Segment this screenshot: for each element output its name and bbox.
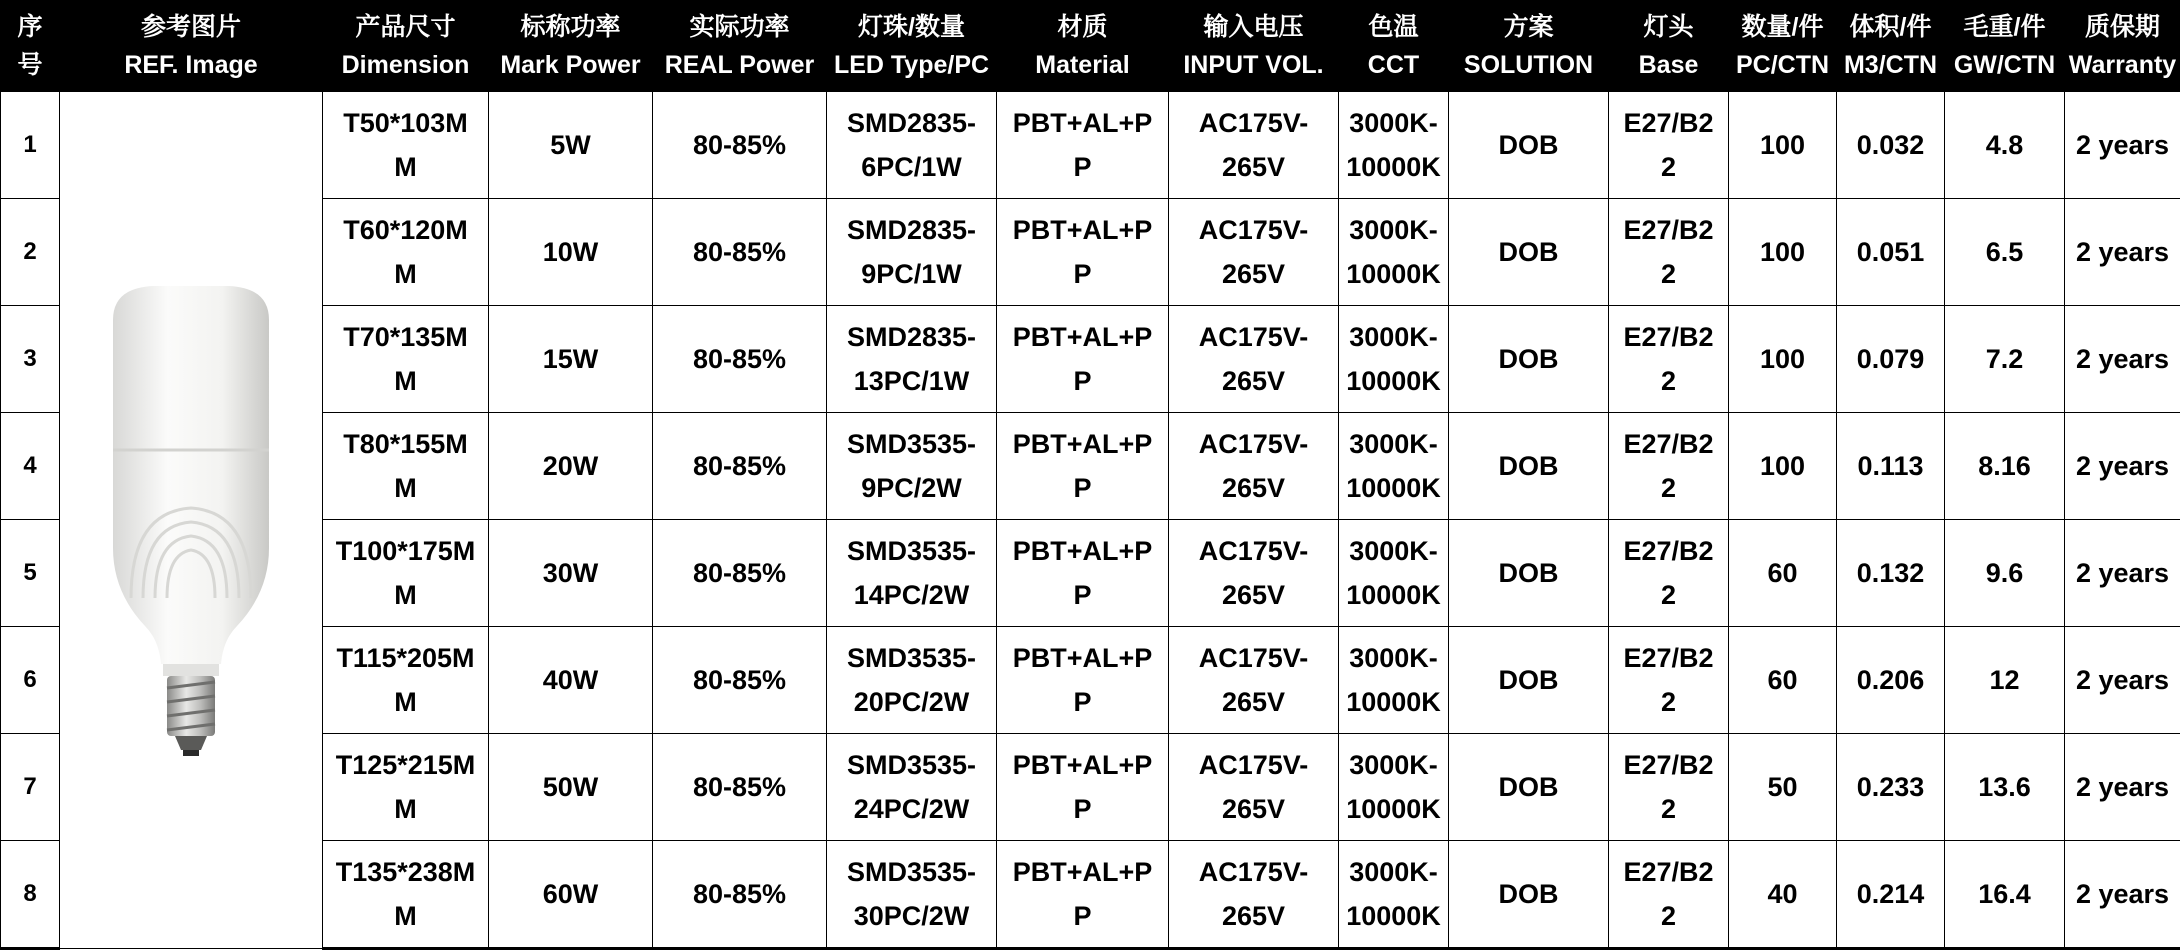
header-image	[60, 1, 323, 92]
cell-material-line-2: P	[1073, 366, 1092, 396]
table-row	[1, 92, 2180, 199]
cell-led-type-line-2: 13PC/1W	[853, 366, 970, 396]
cell-base-line-2: 2	[1660, 152, 1677, 182]
table-row	[1, 413, 2180, 520]
cell-material-line-2: P	[1073, 901, 1092, 931]
table-row	[1, 199, 2180, 306]
cell-material	[997, 734, 1169, 841]
cell-material	[997, 841, 1169, 949]
cell-dimension-line-2: M	[394, 901, 417, 931]
header-input-vol	[1169, 1, 1339, 92]
header-en: M3/CTN	[1843, 51, 1938, 79]
cell-input-vol-line-2: 265V	[1221, 152, 1286, 182]
cell-led-type-line-1: SMD3535-	[846, 750, 977, 780]
header-zh: 灯珠/数量	[858, 13, 965, 41]
cell-warranty: 2 years	[2065, 413, 2180, 520]
cell-cct-line-2: 10000K	[1346, 687, 1441, 717]
cell-led-type-line-1: SMD2835-	[846, 215, 977, 245]
header-zh: 质保期	[2084, 13, 2160, 41]
cell-gw-ctn: 13.6	[1945, 734, 2065, 841]
cell-dimension	[323, 734, 489, 841]
header-pc-ctn	[1729, 1, 1837, 92]
cell-cct-line-1: 3000K-	[1349, 643, 1438, 673]
header-zh: 产品尺寸	[355, 13, 456, 41]
cell-base-line-1: E27/B2	[1623, 536, 1714, 566]
cell-gw-ctn: 6.5	[1945, 199, 2065, 306]
cell-cct-line-1: 3000K-	[1349, 429, 1438, 459]
cell-warranty: 2 years	[2065, 627, 2180, 734]
cell-cct	[1339, 413, 1449, 520]
cell-dimension-line-1: T60*120M	[343, 215, 468, 245]
cell-solution: DOB	[1449, 627, 1609, 734]
cell-dimension-line-1: T115*205M	[336, 643, 475, 673]
cell-input-vol	[1169, 520, 1339, 627]
cell-dimension-line-2: M	[394, 259, 417, 289]
cell-led-type-line-1: SMD2835-	[846, 108, 977, 138]
cell-input-vol-line-2: 265V	[1221, 794, 1286, 824]
header-led-type	[827, 1, 997, 92]
cell-dimension-line-2: M	[394, 580, 417, 610]
cell-mark-power: 40W	[489, 627, 653, 734]
cell-dimension-line-1: T70*135M	[343, 322, 468, 352]
cell-base	[1609, 92, 1729, 199]
cell-input-vol-line-1: AC175V-	[1198, 322, 1309, 352]
cell-material-line-1: PBT+AL+P	[1012, 108, 1153, 138]
header-en: REF. Image	[124, 51, 258, 79]
cell-input-vol	[1169, 734, 1339, 841]
cell-base-line-1: E27/B2	[1623, 429, 1714, 459]
cell-pc-ctn: 100	[1729, 413, 1837, 520]
cell-led-type-line-2: 9PC/1W	[861, 259, 962, 289]
cell-base	[1609, 520, 1729, 627]
cell-input-vol	[1169, 627, 1339, 734]
cell-led-type-line-2: 20PC/2W	[853, 687, 970, 717]
cell-cct	[1339, 92, 1449, 199]
cell-gw-ctn: 4.8	[1945, 92, 2065, 199]
cell-dimension-line-2: M	[394, 687, 417, 717]
header-seq	[1, 1, 60, 92]
cell-input-vol-line-1: AC175V-	[1198, 536, 1309, 566]
cell-dimension	[323, 306, 489, 413]
cell-dimension	[323, 627, 489, 734]
cell-base-line-1: E27/B2	[1623, 215, 1714, 245]
cell-dimension-line-1: T125*215M	[335, 750, 476, 780]
cell-cct	[1339, 734, 1449, 841]
cell-solution: DOB	[1449, 306, 1609, 413]
header-zh: 序	[17, 13, 43, 41]
cell-mark-power: 50W	[489, 734, 653, 841]
header-material	[997, 1, 1169, 92]
cell-led-type	[827, 199, 997, 306]
header-m3-ctn	[1837, 1, 1945, 92]
cell-cct-line-2: 10000K	[1346, 366, 1441, 396]
cell-led-type	[827, 306, 997, 413]
cell-seq: 7	[1, 734, 60, 841]
header-en: GW/CTN	[1953, 51, 2056, 79]
header-en: Dimension	[341, 51, 470, 79]
cell-input-vol	[1169, 306, 1339, 413]
cell-material-line-2: P	[1073, 259, 1092, 289]
cell-solution: DOB	[1449, 199, 1609, 306]
cell-cct-line-2: 10000K	[1346, 580, 1441, 610]
cell-dimension-line-2: M	[394, 794, 417, 824]
table-row	[1, 306, 2180, 413]
cell-material-line-2: P	[1073, 687, 1092, 717]
cell-led-type-line-1: SMD3535-	[846, 643, 977, 673]
cell-base-line-2: 2	[1660, 687, 1677, 717]
cell-pc-ctn: 50	[1729, 734, 1837, 841]
cell-input-vol-line-1: AC175V-	[1198, 750, 1309, 780]
cell-led-type-line-1: SMD3535-	[846, 536, 977, 566]
cell-real-power: 80-85%	[653, 306, 827, 413]
cell-warranty: 2 years	[2065, 199, 2180, 306]
header-en: Base	[1638, 51, 1699, 79]
cell-led-type	[827, 841, 997, 949]
cell-pc-ctn: 100	[1729, 306, 1837, 413]
cell-solution: DOB	[1449, 734, 1609, 841]
cell-led-type	[827, 520, 997, 627]
cell-led-type-line-2: 24PC/2W	[853, 794, 970, 824]
cell-seq: 3	[1, 306, 60, 413]
header-en: PC/CTN	[1735, 51, 1830, 79]
cell-real-power: 80-85%	[653, 413, 827, 520]
cell-cct-line-1: 3000K-	[1349, 215, 1438, 245]
header-zh: 灯头	[1643, 13, 1694, 41]
header-zh: 色温	[1368, 13, 1419, 41]
cell-pc-ctn: 40	[1729, 841, 1837, 949]
table-row	[1, 734, 2180, 841]
cell-dimension-line-2: M	[394, 473, 417, 503]
cell-dimension-line-1: T135*238M	[335, 857, 476, 887]
cell-material	[997, 199, 1169, 306]
cell-cct	[1339, 520, 1449, 627]
cell-warranty: 2 years	[2065, 734, 2180, 841]
cell-real-power: 80-85%	[653, 199, 827, 306]
header-warranty	[2065, 1, 2180, 92]
cell-mark-power: 20W	[489, 413, 653, 520]
cell-material-line-1: PBT+AL+P	[1012, 857, 1153, 887]
cell-pc-ctn: 60	[1729, 520, 1837, 627]
cell-mark-power: 5W	[489, 92, 653, 199]
cell-solution: DOB	[1449, 841, 1609, 949]
header-en: Warranty	[2068, 51, 2177, 79]
cell-base	[1609, 306, 1729, 413]
cell-input-vol-line-1: AC175V-	[1198, 857, 1309, 887]
header-en: REAL Power	[664, 51, 815, 79]
header-zh: 数量/件	[1741, 13, 1824, 41]
cell-input-vol	[1169, 92, 1339, 199]
header-en: LED Type/PC	[833, 51, 990, 79]
cell-m3-ctn: 0.233	[1837, 734, 1945, 841]
cell-base-line-1: E27/B2	[1623, 750, 1714, 780]
cell-cct	[1339, 841, 1449, 949]
cell-input-vol-line-2: 265V	[1221, 473, 1286, 503]
table-row	[1, 841, 2180, 949]
cell-cct-line-1: 3000K-	[1349, 322, 1438, 352]
cell-input-vol-line-2: 265V	[1221, 366, 1286, 396]
cell-input-vol-line-1: AC175V-	[1198, 429, 1309, 459]
cell-base-line-2: 2	[1660, 580, 1677, 610]
cell-cct-line-2: 10000K	[1346, 473, 1441, 503]
cell-solution: DOB	[1449, 520, 1609, 627]
cell-cct-line-1: 3000K-	[1349, 536, 1438, 566]
cell-cct-line-2: 10000K	[1346, 901, 1441, 931]
cell-base	[1609, 627, 1729, 734]
cell-cct-line-2: 10000K	[1346, 794, 1441, 824]
cell-led-type-line-2: 6PC/1W	[861, 152, 962, 182]
cell-solution: DOB	[1449, 413, 1609, 520]
cell-cct-line-1: 3000K-	[1349, 750, 1438, 780]
cell-cct	[1339, 306, 1449, 413]
cell-base-line-1: E27/B2	[1623, 857, 1714, 887]
cell-led-type-line-2: 9PC/2W	[861, 473, 962, 503]
header-cct	[1339, 1, 1449, 92]
cell-base	[1609, 199, 1729, 306]
cell-mark-power: 60W	[489, 841, 653, 949]
cell-dimension	[323, 199, 489, 306]
cell-led-type-line-2: 14PC/2W	[853, 580, 970, 610]
cell-m3-ctn: 0.206	[1837, 627, 1945, 734]
cell-material	[997, 520, 1169, 627]
cell-led-type-line-1: SMD3535-	[846, 857, 977, 887]
cell-seq: 6	[1, 627, 60, 734]
cell-pc-ctn: 100	[1729, 92, 1837, 199]
cell-m3-ctn: 0.051	[1837, 199, 1945, 306]
header-en: Material	[1035, 51, 1130, 79]
cell-dimension-line-1: T80*155M	[343, 429, 468, 459]
cell-material-line-1: PBT+AL+P	[1012, 322, 1153, 352]
cell-cct-line-1: 3000K-	[1349, 857, 1438, 887]
cell-material-line-1: PBT+AL+P	[1012, 750, 1153, 780]
cell-m3-ctn: 0.079	[1837, 306, 1945, 413]
cell-mark-power: 15W	[489, 306, 653, 413]
header-dimension	[323, 1, 489, 92]
cell-warranty: 2 years	[2065, 841, 2180, 949]
cell-gw-ctn: 7.2	[1945, 306, 2065, 413]
cell-input-vol-line-2: 265V	[1221, 687, 1286, 717]
cell-input-vol	[1169, 841, 1339, 949]
cell-dimension	[323, 520, 489, 627]
cell-cct-line-2: 10000K	[1346, 152, 1441, 182]
cell-input-vol	[1169, 413, 1339, 520]
header-zh: 方案	[1503, 13, 1554, 41]
cell-base-line-2: 2	[1660, 901, 1677, 931]
header-base	[1609, 1, 1729, 92]
header-zh: 材质	[1057, 13, 1108, 41]
cell-warranty: 2 years	[2065, 92, 2180, 199]
cell-material	[997, 413, 1169, 520]
header-real-power	[653, 1, 827, 92]
header-gw-ctn	[1945, 1, 2065, 92]
cell-material-line-1: PBT+AL+P	[1012, 429, 1153, 459]
cell-warranty: 2 years	[2065, 520, 2180, 627]
cell-real-power: 80-85%	[653, 627, 827, 734]
cell-input-vol-line-1: AC175V-	[1198, 108, 1309, 138]
cell-base-line-1: E27/B2	[1623, 643, 1714, 673]
cell-material-line-1: PBT+AL+P	[1012, 643, 1153, 673]
cell-m3-ctn: 0.032	[1837, 92, 1945, 199]
cell-input-vol-line-1: AC175V-	[1198, 215, 1309, 245]
header-zh: 参考图片	[140, 13, 241, 41]
cell-real-power: 80-85%	[653, 92, 827, 199]
cell-base	[1609, 734, 1729, 841]
cell-gw-ctn: 16.4	[1945, 841, 2065, 949]
cell-real-power: 80-85%	[653, 734, 827, 841]
cell-pc-ctn: 60	[1729, 627, 1837, 734]
header-en: CCT	[1367, 51, 1420, 79]
cell-m3-ctn: 0.214	[1837, 841, 1945, 949]
cell-dimension	[323, 413, 489, 520]
cell-warranty: 2 years	[2065, 306, 2180, 413]
cell-cct	[1339, 199, 1449, 306]
header-row	[1, 1, 2180, 92]
cell-material-line-1: PBT+AL+P	[1012, 215, 1153, 245]
header-zh: 毛重/件	[1963, 13, 2046, 41]
cell-dimension-line-2: M	[394, 366, 417, 396]
cell-real-power: 80-85%	[653, 520, 827, 627]
cell-input-vol	[1169, 199, 1339, 306]
cell-led-type	[827, 92, 997, 199]
cell-dimension-line-1: T50*103M	[343, 108, 468, 138]
header-en: SOLUTION	[1463, 51, 1594, 79]
cell-material-line-2: P	[1073, 794, 1092, 824]
cell-seq: 5	[1, 520, 60, 627]
cell-base	[1609, 841, 1729, 949]
cell-base-line-1: E27/B2	[1623, 108, 1714, 138]
cell-cct-line-1: 3000K-	[1349, 108, 1438, 138]
cell-m3-ctn: 0.132	[1837, 520, 1945, 627]
cell-dimension	[323, 841, 489, 949]
cell-material-line-2: P	[1073, 152, 1092, 182]
cell-gw-ctn: 12	[1945, 627, 2065, 734]
cell-base-line-2: 2	[1660, 473, 1677, 503]
cell-base-line-2: 2	[1660, 259, 1677, 289]
cell-dimension	[323, 92, 489, 199]
header-en: INPUT VOL.	[1183, 51, 1324, 79]
cell-seq: 8	[1, 841, 60, 949]
cell-cct	[1339, 627, 1449, 734]
cell-m3-ctn: 0.113	[1837, 413, 1945, 520]
header-en: Mark Power	[500, 51, 641, 79]
cell-base-line-2: 2	[1660, 366, 1677, 396]
cell-dimension-line-1: T100*175M	[335, 536, 476, 566]
cell-base-line-1: E27/B2	[1623, 322, 1714, 352]
cell-mark-power: 30W	[489, 520, 653, 627]
cell-seq: 1	[1, 92, 60, 199]
cell-input-vol-line-2: 265V	[1221, 259, 1286, 289]
table-row	[1, 520, 2180, 627]
header-zh: 体积/件	[1849, 13, 1932, 41]
table-row	[1, 627, 2180, 734]
cell-gw-ctn: 9.6	[1945, 520, 2065, 627]
cell-solution: DOB	[1449, 92, 1609, 199]
cell-led-type	[827, 734, 997, 841]
cell-led-type-line-1: SMD2835-	[846, 322, 977, 352]
cell-cct-line-2: 10000K	[1346, 259, 1441, 289]
header-mark-power	[489, 1, 653, 92]
cell-input-vol-line-2: 265V	[1221, 580, 1286, 610]
header-solution	[1449, 1, 1609, 92]
cell-pc-ctn: 100	[1729, 199, 1837, 306]
cell-material	[997, 306, 1169, 413]
cell-material	[997, 92, 1169, 199]
cell-led-type-line-1: SMD3535-	[846, 429, 977, 459]
cell-input-vol-line-2: 265V	[1221, 901, 1286, 931]
cell-gw-ctn: 8.16	[1945, 413, 2065, 520]
header-en: 号	[17, 51, 43, 79]
cell-seq: 4	[1, 413, 60, 520]
cell-material-line-1: PBT+AL+P	[1012, 536, 1153, 566]
cell-base-line-2: 2	[1660, 794, 1677, 824]
cell-dimension-line-2: M	[394, 152, 417, 182]
cell-led-type	[827, 627, 997, 734]
cell-led-type-line-2: 30PC/2W	[853, 901, 970, 931]
cell-material-line-2: P	[1073, 473, 1092, 503]
header-zh: 实际功率	[689, 13, 790, 41]
cell-input-vol-line-1: AC175V-	[1198, 643, 1309, 673]
cell-seq: 2	[1, 199, 60, 306]
cell-real-power: 80-85%	[653, 841, 827, 949]
led-bulb-icon	[91, 280, 291, 760]
cell-mark-power: 10W	[489, 199, 653, 306]
cell-ref-image	[60, 92, 323, 949]
cell-led-type	[827, 413, 997, 520]
header-zh: 标称功率	[520, 13, 621, 41]
header-zh: 输入电压	[1203, 13, 1304, 41]
cell-base	[1609, 413, 1729, 520]
cell-material-line-2: P	[1073, 580, 1092, 610]
cell-material	[997, 627, 1169, 734]
